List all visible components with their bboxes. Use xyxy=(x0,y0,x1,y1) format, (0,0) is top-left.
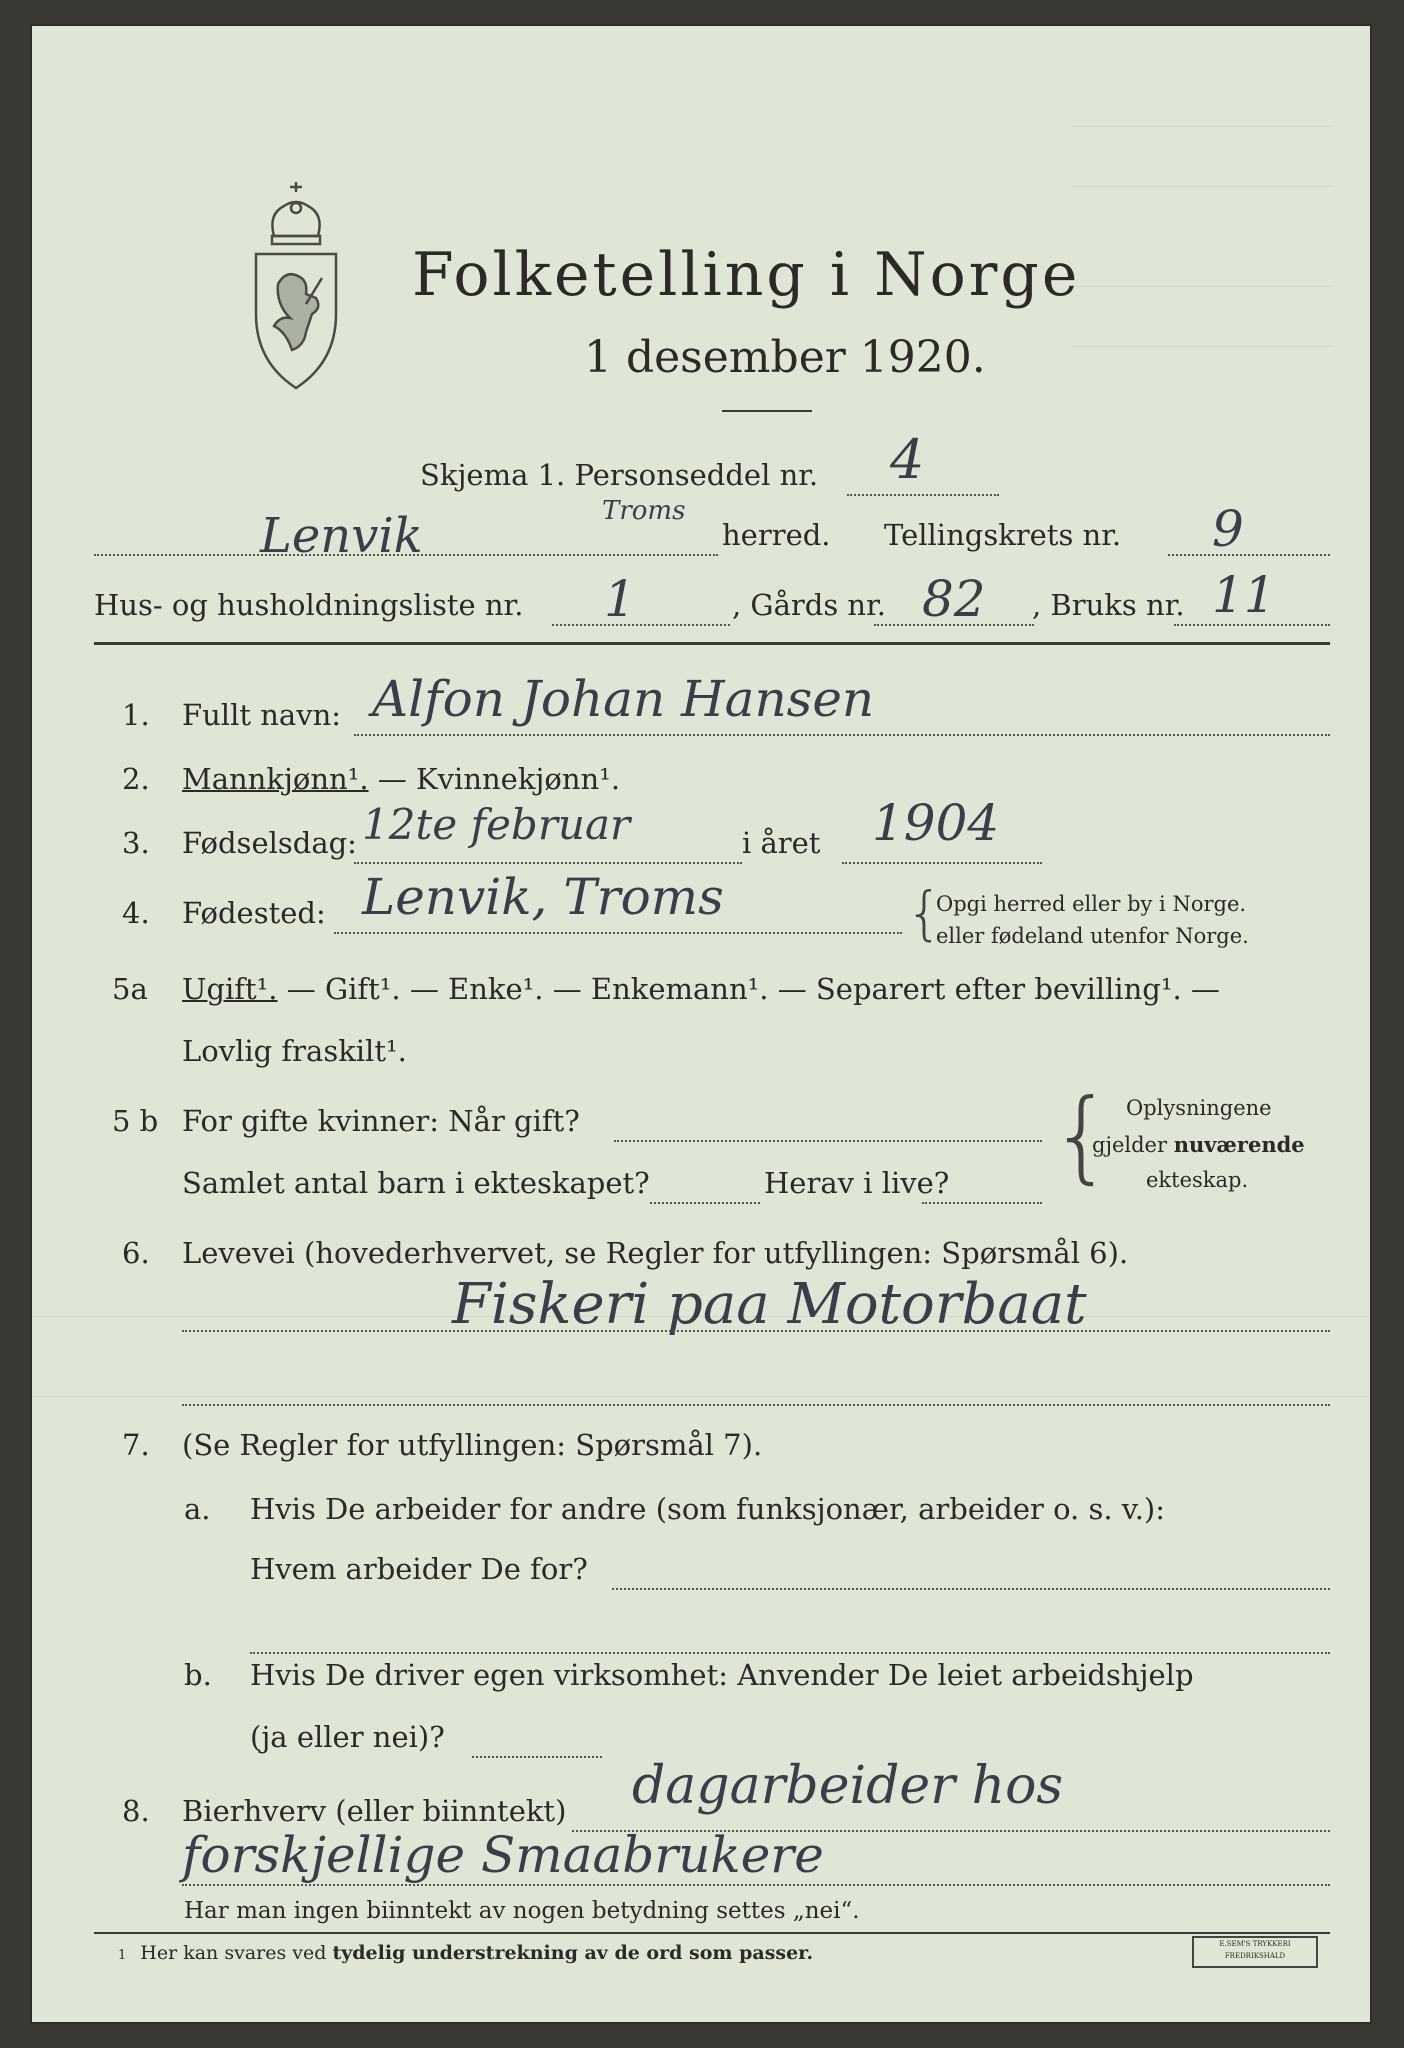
q8-label: Bierhverv (eller biinntekt) xyxy=(182,1794,567,1828)
herred-value: Lenvik xyxy=(260,508,423,564)
q2-number: 2. xyxy=(122,762,150,796)
skjema-label: Skjema 1. Personseddel nr. xyxy=(420,458,819,492)
printer-stamp: E.SEM'S TRYKKERI FREDRIKSHALD xyxy=(1192,1936,1318,1968)
herred-label: herred. xyxy=(722,518,831,552)
q5b-label: For gifte kvinner: Når gift? xyxy=(182,1104,580,1138)
herred-note: Troms xyxy=(602,496,686,526)
q4-note-2: eller fødeland utenfor Norge. xyxy=(936,924,1249,948)
full-name-value: Alfon Johan Hansen xyxy=(372,670,875,728)
q7b-line2: (ja eller nei)? xyxy=(250,1720,445,1754)
bruks-value: 11 xyxy=(1212,566,1276,624)
q5b-note-1: Oplysningene xyxy=(1126,1096,1272,1120)
q2-options: Mannkjønn¹. — Kvinnekjønn¹. xyxy=(182,762,621,796)
q5b-number: 5 b xyxy=(112,1104,159,1138)
q7a-line2: Hvem arbeider De for? xyxy=(250,1552,588,1586)
q7a-text: Hvis De arbeider for andre (som funksjonær, arbeider o. s. v.): xyxy=(250,1492,1166,1526)
q4-note-1: Opgi herred eller by i Norge. xyxy=(936,892,1247,916)
q5b-line2a: Samlet antal barn i ekteskapet? xyxy=(182,1166,650,1200)
q1-number: 1. xyxy=(122,698,150,732)
footnote: 1 Her kan svares ved tydelig understrekning av de ord som passer. xyxy=(118,1942,814,1964)
personseddel-nr-value: 4 xyxy=(890,428,925,491)
q3-label: Fødselsdag: xyxy=(182,826,357,860)
q7b-text: Hvis De driver egen virksomhet: Anvender De leiet arbeidshjelp xyxy=(250,1658,1194,1692)
tellingskrets-label: Tellingskrets nr. xyxy=(884,518,1122,552)
gards-label: , Gårds nr. xyxy=(732,588,886,622)
q5b-note-2: gjelder nuværende xyxy=(1092,1132,1305,1157)
census-form: Folketelling i Norge 1 desember 1920. Skjema 1. Personseddel nr. 4 Lenvik Troms herred. Tellingskrets nr. 9 Hus- og husholdningsliste nr. 1 , Gårds nr. 82 , Bruks nr. 11 1. Fullt navn: Alfon Johan Hansen 2. Mannkjønn¹. — Kvinnekjønn¹. 3. Fødselsdag: 12te februar i året 1904 4. Fødested: Lenvik, Troms { Opgi herred eller by i Norge. eller fødeland utenfor Norge. 5a Ugift¹. — Gift¹. — Enke¹. — Enkemann¹. — Separert efter bevilling¹. — Lovlig fraskilt¹. 5 b For gifte kvinner: Når gift? Samlet antal barn i ekteskapet? Herav i live? { Oplysningene gjelder nuværende ekteskap. 6. Levevei (hovederhvervet, se Regler for utfyllingen: Spørsmål 6). Fiskeri paa Motorbaat 7. (Se Regler for utfyllingen: Spørsmål 7). a. Hvis De arbeider for andre (som funksjonær, arbeider o. s. v.): Hvem arbeider De for? b. Hvis De driver egen virksomhet: Anvender De leiet arbeidshjelp (ja eller nei)? 8. Bierhverv (eller biinntekt) dagarbeider hos forskjellige Smaabrukere Har man ingen biinntekt av nogen betydning settes „nei“. 1 Her kan svares ved tydelig understrekning av de ord som passer. E.SEM'S TRYKKERI FREDRIKSHALD xyxy=(32,26,1370,2022)
year-label: i året xyxy=(742,826,821,860)
q3-number: 3. xyxy=(122,826,150,860)
birth-year-value: 1904 xyxy=(872,794,1000,852)
birth-day-value: 12te februar xyxy=(362,800,631,849)
q1-label: Fullt navn: xyxy=(182,698,342,732)
q7a-letter: a. xyxy=(184,1492,211,1526)
birthplace-value: Lenvik, Troms xyxy=(362,868,724,926)
q7-label: (Se Regler for utfyllingen: Spørsmål 7). xyxy=(182,1428,763,1462)
side-income-value-2: forskjellige Smaabrukere xyxy=(182,1826,824,1884)
q5a-line2: Lovlig fraskilt¹. xyxy=(182,1034,407,1068)
coat-of-arms-icon xyxy=(246,176,346,394)
q7-number: 7. xyxy=(122,1428,150,1462)
tellingskrets-value: 9 xyxy=(1212,500,1244,558)
kvinnekjonn-option: Kvinnekjønn¹. xyxy=(416,762,621,796)
q4-number: 4. xyxy=(122,896,150,930)
q6-number: 6. xyxy=(122,1236,150,1270)
husliste-label: Hus- og husholdningsliste nr. xyxy=(94,588,524,622)
occupation-value: Fiskeri paa Motorbaat xyxy=(452,1272,1087,1337)
bruks-label: , Bruks nr. xyxy=(1032,588,1185,622)
q5a-options: Ugift¹. — Gift¹. — Enke¹. — Enkemann¹. — Separert efter bevilling¹. — xyxy=(182,972,1220,1006)
gards-value: 82 xyxy=(922,570,986,628)
q6-label: Levevei (hovederhvervet, se Regler for utfyllingen: Spørsmål 6). xyxy=(182,1236,1129,1270)
q5a-number: 5a xyxy=(112,972,148,1006)
q5b-note-3: ekteskap. xyxy=(1146,1168,1249,1192)
ugift-option: Ugift¹. xyxy=(182,972,278,1006)
side-income-value-1: dagarbeider hos xyxy=(632,1756,1064,1816)
title-divider xyxy=(722,410,812,412)
q8-number: 8. xyxy=(122,1794,150,1828)
census-date: 1 desember 1920. xyxy=(584,332,986,383)
footer-rule xyxy=(94,1932,1330,1934)
husliste-value: 1 xyxy=(604,570,636,628)
q4-label: Fødested: xyxy=(182,896,326,930)
form-title: Folketelling i Norge xyxy=(412,240,1081,310)
q7b-letter: b. xyxy=(184,1658,212,1692)
q5b-line2b: Herav i live? xyxy=(764,1166,950,1200)
mannkjonn-option: Mannkjønn¹. xyxy=(182,762,369,796)
header-bottom-rule xyxy=(94,642,1330,645)
q8-note: Har man ingen biinntekt av nogen betydning settes „nei“. xyxy=(184,1898,860,1924)
